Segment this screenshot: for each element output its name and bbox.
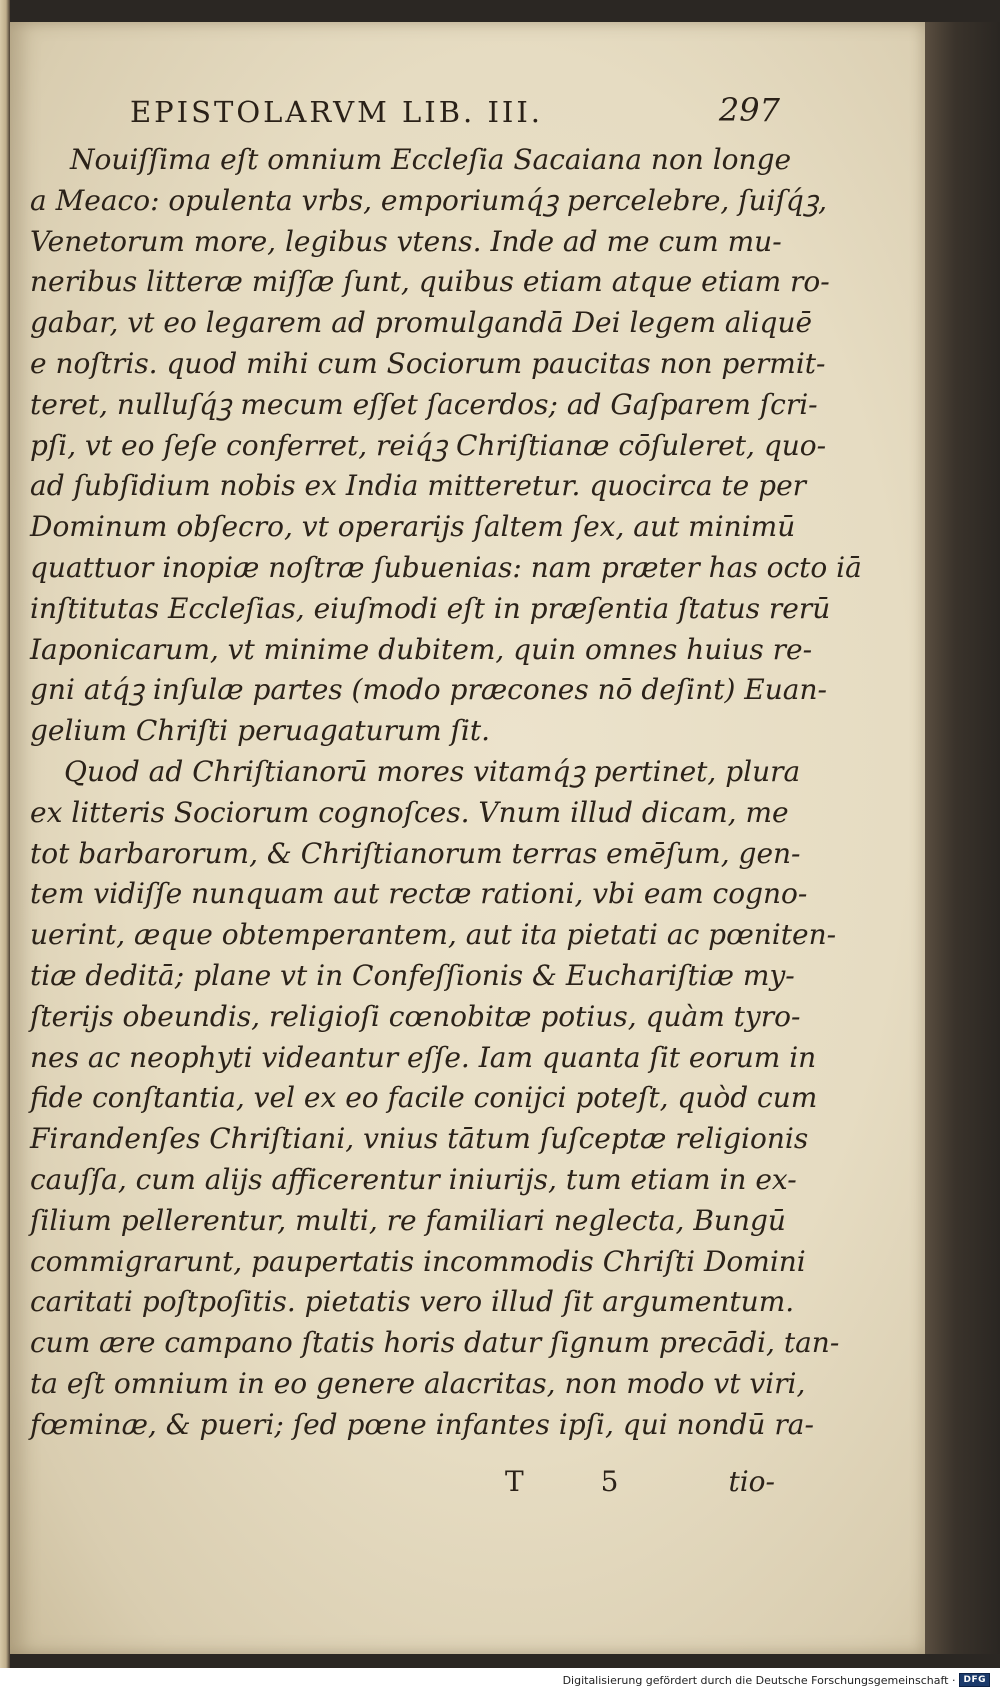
text-line: gabar, vt eo legarem ad promulgandā Dei legem aliquē	[30, 306, 813, 340]
text-line: teret, nulluſq́ꝫ mecum eſſet ſacerdos; ad Gaſparem ſcri-	[30, 387, 818, 421]
credit-wrap	[563, 1671, 990, 1689]
text-line: ad ſubſidium nobis ex India mitteretur. quocirca te per	[30, 469, 807, 503]
dfg-logo-icon: DFG	[959, 1673, 990, 1687]
text-line: ſterijs obeundis, religioſi cœnobitæ potius, quàm tyro-	[30, 999, 801, 1033]
credit-text: Digitalisierung gefördert durch die Deutsche Forschungsgemeinschaft ·	[562, 1673, 956, 1687]
text-line: Iaponicarum, vt minime dubitem, quin omnes huius re-	[30, 632, 813, 666]
page-number: 297	[718, 91, 780, 129]
text-line: gni atq́ꝫ inſulæ partes (modo præcones nō deſint) Euan-	[30, 673, 827, 707]
text-line: Nouiſſima eſt omnium Eccleſia Sacaiana non longe	[70, 143, 792, 176]
catchword: tio-	[728, 1465, 775, 1498]
text-line: nes ac neophyti videantur eſſe. Iam quanta ſit eorum in	[30, 1040, 817, 1074]
text-line: fœminæ, & pueri; ſed pœne infantes ipſi, qui nondū ra-	[30, 1407, 814, 1441]
page-footer	[30, 1465, 775, 1505]
book-fore-edge	[925, 22, 1000, 1654]
text-line: cauſſa, cum alijs afficerentur iniurijs, tum etiam in ex-	[30, 1162, 797, 1196]
text-line: Quod ad Chriſtianorū mores vitamq́ꝫ pertinet, plura	[64, 754, 801, 788]
running-head: EPISTOLARVM LIB. III.	[130, 95, 544, 129]
text-line: Firandenſes Chriſtiani, vnius tātum ſuſceptæ religionis	[30, 1122, 809, 1156]
text-line: tiæ deditā; plane vt in Confeſſionis & Euchariſtiæ my-	[30, 958, 795, 992]
text-line: quattuor inopiæ noſtræ ſubuenias: nam præter has octo iā	[30, 550, 862, 584]
text-line: ſilium pellerentur, multi, re familiari neglecta, Bungū	[30, 1203, 786, 1237]
text-line: tot barbarorum, & Chriſtianorum terras emēſum, gen-	[30, 836, 801, 870]
signature-mark: T 5	[505, 1465, 653, 1498]
text-line: cum ære campano ſtatis horis datur ſignum precādi, tan-	[30, 1326, 840, 1360]
body-text	[30, 140, 862, 1446]
text-line: pſi, vt eo ſeſe conferret, reiq́ꝫ Chriſtianæ cōſuleret, quo-	[30, 428, 827, 462]
text-line: Venetorum more, legibus vtens. Inde ad me cum mu-	[30, 224, 782, 258]
text-line: inſtitutas Eccleſias, eiuſmodi eſt in præſentia ſtatus rerū	[30, 591, 831, 625]
text-line: commigrarunt, paupertatis incommodis Chriſti Domini	[30, 1244, 806, 1278]
text-line: gelium Chriſti peruagaturum ſit.	[30, 714, 491, 748]
text-line: neribus litteræ miſſæ ſunt, quibus etiam atque etiam ro-	[30, 265, 830, 299]
page-header	[130, 91, 780, 135]
page-gutter-edge	[0, 0, 10, 1692]
text-line: ex litteris Sociorum cognoſces. Vnum illud dicam, me	[30, 795, 789, 829]
text-line: ta eſt omnium in eo genere alacritas, non modo vt viri,	[30, 1366, 806, 1400]
text-line: fide conſtantia, vel ex eo facile conijci poteſt, quòd cum	[30, 1081, 818, 1115]
text-line: e noſtris. quod mihi cum Sociorum paucitas non permit-	[30, 346, 826, 380]
digitization-credit-bar	[0, 1668, 1000, 1692]
text-line: a Meaco: opulenta vrbs, emporiumq́ꝫ percelebre, ſuiſq́ꝫ,	[30, 183, 828, 217]
text-line: caritati poſtpoſitis. pietatis vero illud ſit argumentum.	[30, 1285, 795, 1319]
text-line: tem vidiſſe nunquam aut rectæ rationi, vbi eam cogno-	[30, 877, 808, 911]
text-line: Dominum obſecro, vt operarijs ſaltem ſex, aut minimū	[30, 510, 796, 544]
text-line: uerint, æque obtemperantem, aut ita pietati ac pœniten-	[30, 918, 837, 952]
